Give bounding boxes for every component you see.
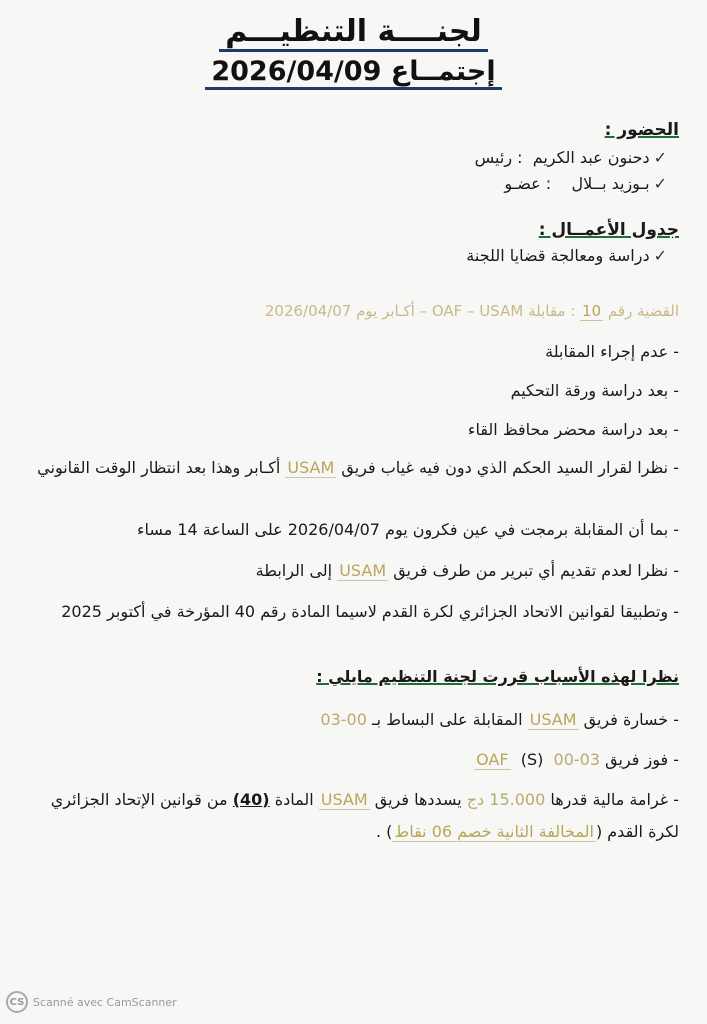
consideration-4: - نظرا لقرار السيد الحكم الذي دون فيه غياب فريق USAM أكـابر وهذا بعد انتظار الوقت القانوني: [37, 458, 679, 477]
agenda-heading: جدول الأعمــال :: [538, 220, 679, 240]
check-icon: ✓: [653, 246, 667, 265]
check-icon: ✓: [653, 148, 667, 167]
attendance-heading: الحضور :: [604, 120, 679, 140]
camscanner-logo-icon: CS: [6, 991, 28, 1013]
check-icon: ✓: [653, 174, 667, 193]
attendee-1: ✓دحنون عبد الكريم : رئيس: [474, 148, 667, 167]
consideration-3: - بعد دراسة محضر محافظ القاء: [467, 420, 679, 439]
attendee-2: ✓بـوزيد بــلال : عضـو: [504, 174, 667, 193]
decision-2: - فوز فريق OAF (S) 00-03: [476, 750, 679, 769]
consideration-1: - عدم إجراء المقابلة: [545, 342, 679, 361]
decision-3: - غرامة مالية قدرها 15.000 دج يسددها فريق USAM المادة (40) من قوانين الإتحاد الجزائري لكرة القدم (المخالفة الثانية خصم 06 نقاط) .: [50, 790, 679, 841]
meeting-date-title: إجتمــاع 2026/04/09: [0, 56, 707, 87]
decision-1: - خسارة فريق USAM المقابلة على البساط بـ 00-03: [320, 710, 679, 729]
consideration-6: - نظرا لعدم تقديم أي تبرير من طرف فريق USAM إلى الرابطة: [255, 561, 679, 580]
camscanner-footer: CS Scanné avec CamScanner: [6, 991, 177, 1013]
agenda-item: ✓دراسة ومعالجة قضايا اللجنة: [466, 246, 667, 265]
case-line: القضية رقم 10 : مقابلة OAF – USAM – أكـابر يوم 2026/04/07: [264, 302, 679, 320]
committee-title: لجنــــة التنظيـــم: [0, 14, 707, 49]
consideration-2: - بعد دراسة ورقة التحكيم: [510, 381, 679, 400]
consideration-5: - بما أن المقابلة برمجت في عين فكرون يوم 2026/04/07 على الساعة 14 مساء: [137, 520, 679, 539]
decision-heading: نظرا لهذه الأسباب قررت لجنة التنظيم مايلي :: [316, 667, 679, 686]
consideration-7: - وتطبيقا لقوانين الاتحاد الجزائري لكرة القدم لاسيما المادة رقم 40 المؤرخة في أكتوبر 2025: [61, 602, 679, 621]
